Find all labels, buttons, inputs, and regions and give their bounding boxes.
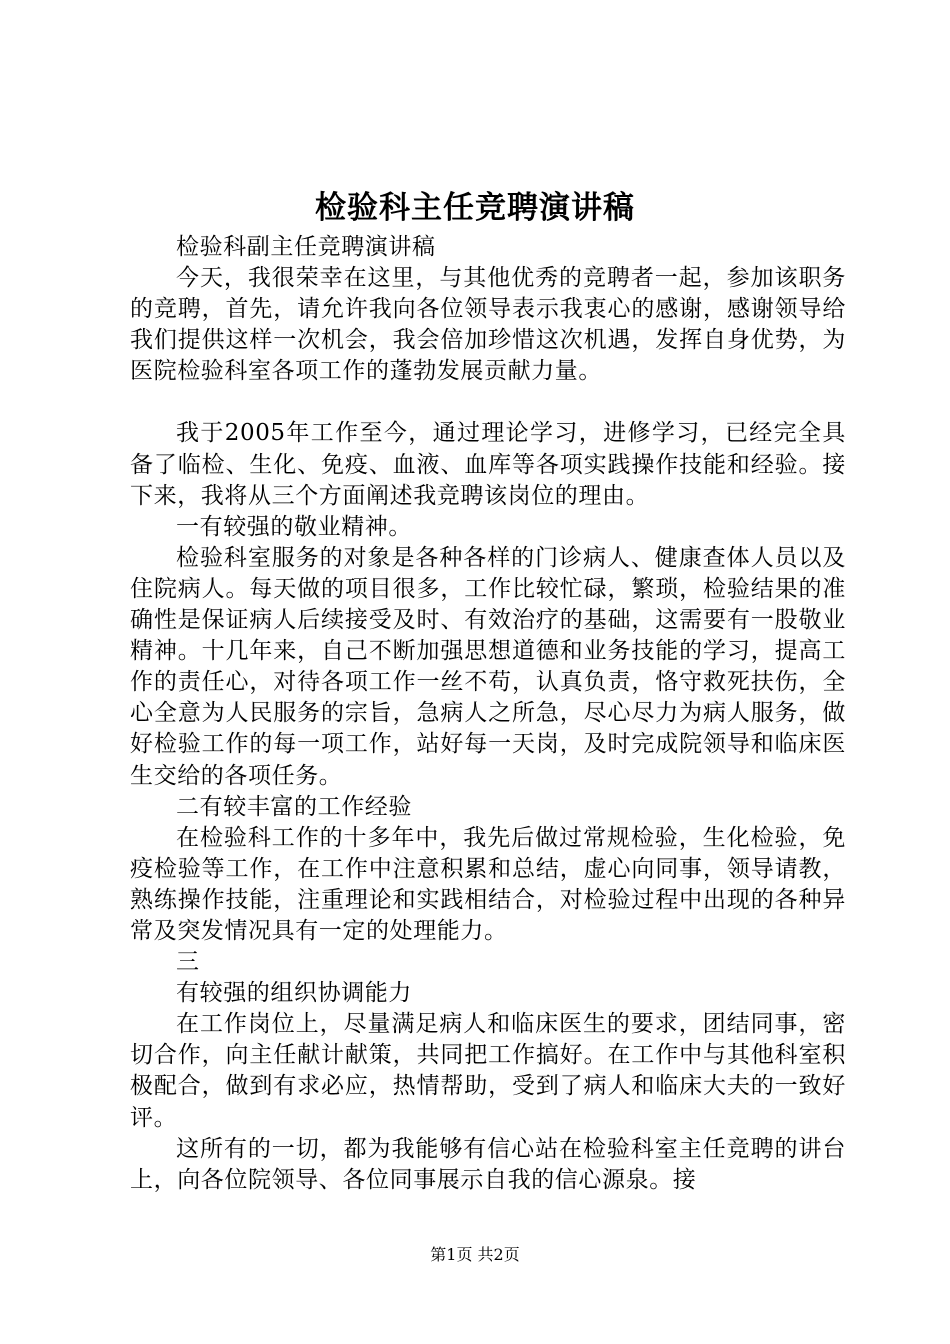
paragraph-background: 我于2005年工作至今，通过理论学习，进修学习，已经完全具备了临检、生化、免疫、血液、血库等各项实践操作技能和经验。接下来，我将从三个方面阐述我竞聘该岗位的理由。 xyxy=(130,420,846,509)
section-heading-3: 有较强的组织协调能力 xyxy=(176,980,412,1007)
paragraph-section-2: 在检验科工作的十多年中，我先后做过常规检验，生化检验，免疫检验等工作，在工作中注意积累和总结，虚心向同事，领导请教，熟练操作技能，注重理论和实践相结合，对检验过程中出现的各种异常及突发情况具有一定的处理能力。 xyxy=(130,824,846,944)
paragraph-section-1: 检验科室服务的对象是各种各样的门诊病人、健康查体人员以及住院病人。每天做的项目很多，工作比较忙碌，繁琐，检验结果的准确性是保证病人后续接受及时、有效治疗的基础，这需要有一股敬业精神。十几年来，自己不断加强思想道德和业务技能的学习，提高工作的责任心，对待各项工作一丝不苟，认真负责，恪守救死扶伤，全心全意为人民服务的宗旨，急病人之所急，尽心尽力为病人服务，做好检验工作的每一项工作，站好每一天岗，及时完成院领导和临床医生交给的各项任务。 xyxy=(130,544,846,789)
page-footer: 第1页 共2页 xyxy=(430,1245,520,1264)
section-heading-3-number: 三 xyxy=(176,949,200,976)
paragraph-subtitle: 检验科副主任竞聘演讲稿 xyxy=(176,234,436,260)
section-heading-1: 一有较强的敬业精神。 xyxy=(176,513,412,540)
document-title: 检验科主任竞聘演讲稿 xyxy=(315,190,635,226)
paragraph-opening: 今天，我很荣幸在这里，与其他优秀的竞聘者一起，参加该职务的竞聘，首先，请允许我向各位领导表示我衷心的感谢，感谢领导给我们提供这样一次机会，我会倍加珍惜这次机遇，发挥自身优势，为医院检验科室各项工作的蓬勃发展贡献力量。 xyxy=(130,265,846,385)
paragraph-spacer xyxy=(130,387,846,418)
section-heading-2: 二有较丰富的工作经验 xyxy=(176,793,412,820)
document-body xyxy=(130,232,846,1196)
paragraph-closing: 这所有的一切，都为我能够有信心站在检验科室主任竞聘的讲台上，向各位院领导、各位同事展示自我的信心源泉。接 xyxy=(130,1135,846,1193)
paragraph-section-3: 在工作岗位上，尽量满足病人和临床医生的要求，团结同事，密切合作，向主任献计献策，共同把工作搞好。在工作中与其他科室积极配合，做到有求必应，热情帮助，受到了病人和临床大夫的一致好评。 xyxy=(130,1011,846,1131)
